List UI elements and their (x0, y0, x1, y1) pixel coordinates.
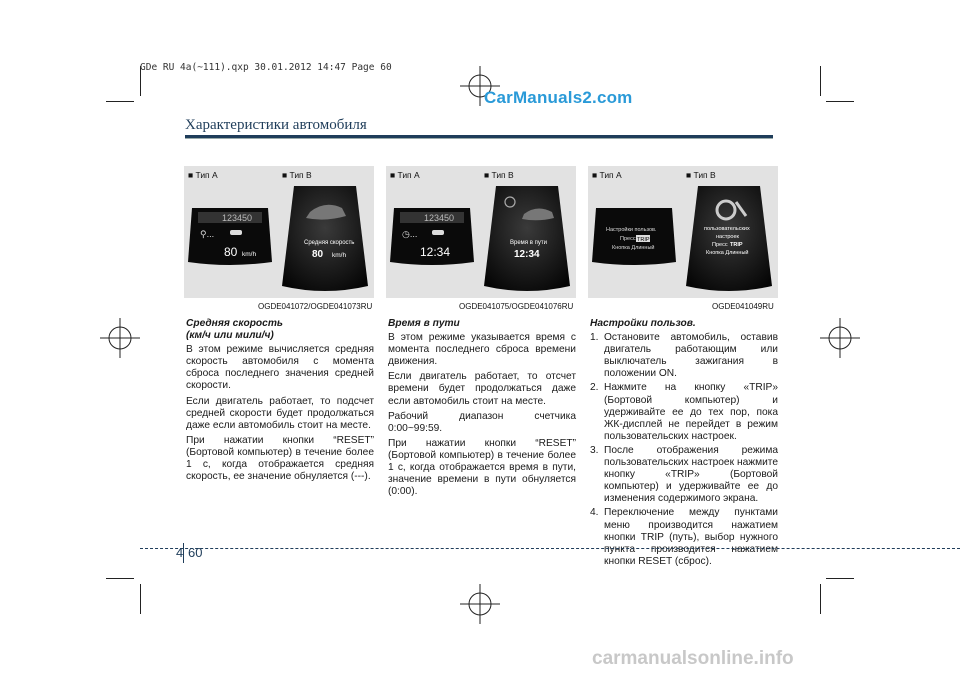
page-rule (140, 548, 960, 550)
list-item: 4. Переключение между пунктами меню производится нажатием кнопки TRIP (путь), выбор нужного пункта производится нажатием кнопки RESET (сброс). (590, 507, 778, 567)
caption-type-b: ■ Тип В (686, 170, 716, 180)
crop-mark (820, 66, 821, 96)
time-value: 12:34 (420, 245, 451, 259)
caption-type-a: ■ Тип А (188, 170, 218, 180)
page-number: 60 (188, 545, 203, 560)
figure-drive-time (386, 166, 576, 298)
screen-b-value: 12:34 (514, 249, 540, 260)
caption-type-b: ■ Тип В (484, 170, 514, 180)
title-rule-thin (185, 138, 773, 139)
list-item: 1. Остановите автомобиль, оставив двигатель работающим или выключатель зажигания в положении ON. (590, 332, 778, 380)
caption-type-b: ■ Тип В (282, 170, 312, 180)
column-drive-time (388, 318, 576, 501)
page-separator (183, 543, 184, 563)
crop-mark (826, 578, 854, 579)
odometer-value: 123450 (424, 213, 455, 223)
registration-mark-bottom (460, 584, 500, 624)
list-item: 2. Нажмите на кнопку «TRIP» (Бортовой компьютер) и удерживайте ее до тех пор, пока ЖК-дисплей не перейдет в режим пользовательских настроек. (590, 382, 778, 442)
column-average-speed (186, 318, 374, 486)
list-item: 3. После отображения режима пользовательских настроек нажмите кнопку «TRIP» (Бортовой компьютер) и удерживайте ее до изменения содержимого экрана. (590, 444, 778, 505)
cluster-screen-type-a (590, 206, 678, 266)
steps-list (590, 332, 778, 568)
trip-key-label: TRIP (730, 242, 743, 248)
figure-average-speed (184, 166, 374, 298)
paragraph: При нажатии кнопки “RESET” (Бортовой компьютер) в течение более 1 с, когда отображается время в пути, значение времени в пути обнуляется (0:00). (388, 437, 576, 498)
settings-line3: Кнопка Длинный (612, 245, 655, 251)
subheading: Время в пути (388, 318, 460, 329)
crop-mark (820, 584, 821, 614)
settings-b-line3: Пресс (712, 242, 728, 248)
registration-mark-left (100, 318, 140, 358)
odometer-value: 123450 (222, 213, 253, 223)
settings-line1: Настройки пользов. (606, 227, 657, 233)
screen-b-value: 80 (312, 249, 324, 260)
figure-code: OGDE041049RU (712, 302, 774, 311)
speed-unit: km/h (242, 251, 257, 258)
cluster-screen-type-b (684, 182, 774, 294)
cluster-screen-type-a (186, 206, 274, 266)
car-icon (230, 230, 242, 235)
settings-b-line4: Кнопка Длинный (706, 250, 749, 256)
settings-line2: Пресс (620, 236, 636, 242)
cluster-screen-type-b (280, 182, 370, 294)
paragraph: В этом режиме вычисляется средняя скорость автомобиля с момента сброса последнего значения средней скорости. (186, 344, 374, 392)
paragraph: Рабочий диапазон счетчика 0:00~99:59. (388, 410, 576, 434)
speed-value: 80 (224, 245, 238, 259)
settings-b-line2: настроек (716, 234, 739, 240)
watermark-bottom[interactable]: carmanualsonline.info (592, 648, 794, 669)
figure-user-settings (588, 166, 778, 298)
paragraph: Если двигатель работает, то отсчет времени будет продолжаться даже если автомобиль стоит на месте. (388, 371, 576, 407)
watermark-top[interactable]: CarManuals2.com (484, 88, 633, 107)
print-slug: GDe RU 4a(~111).qxp 30.01.2012 14:47 Page 60 (140, 62, 392, 73)
crop-mark (826, 101, 854, 102)
subheading: Настройки пользов. (590, 318, 696, 329)
screen-b-unit: km/h (332, 252, 347, 259)
cluster-screen-type-a (388, 206, 476, 266)
section-title: Характеристики автомобиля (185, 117, 367, 133)
clock-icon: ◷... (402, 229, 418, 239)
column-user-settings (590, 318, 778, 570)
paragraph: Если двигатель работает, то подсчет средней скорости будет продолжаться даже если автомобиль стоит на месте. (186, 395, 374, 431)
crop-mark (106, 101, 134, 102)
caption-type-a: ■ Тип А (592, 170, 622, 180)
settings-b-line1: пользовательских (704, 226, 750, 232)
paragraph: В этом режиме указывается время с момента последнего сброса времени движения. (388, 332, 576, 368)
caption-type-a: ■ Тип А (390, 170, 420, 180)
figure-code: OGDE041075/OGDE041076RU (459, 302, 574, 311)
screen-b-title: Средняя скорость (304, 240, 355, 246)
car-icon (432, 230, 444, 235)
figure-code: OGDE041072/OGDE041073RU (258, 302, 373, 311)
tire-icon: ⚲... (200, 229, 215, 239)
crop-mark (140, 584, 141, 614)
paragraph: При нажатии кнопки “RESET” (Бортовой компьютер) в течение более 1 с, когда отображается средняя скорость, ее значение обнуляется (---). (186, 434, 374, 483)
crop-mark (106, 578, 134, 579)
subheading: Средняя скорость (186, 318, 283, 329)
subheading-units: (км/ч или мили/ч) (186, 330, 274, 342)
screen-b-title: Время в пути (510, 240, 547, 246)
chapter-number: 4 (176, 545, 184, 560)
trip-key-label: TRIP (637, 237, 650, 243)
cluster-screen-type-b (482, 182, 572, 294)
registration-mark-right (820, 318, 860, 358)
